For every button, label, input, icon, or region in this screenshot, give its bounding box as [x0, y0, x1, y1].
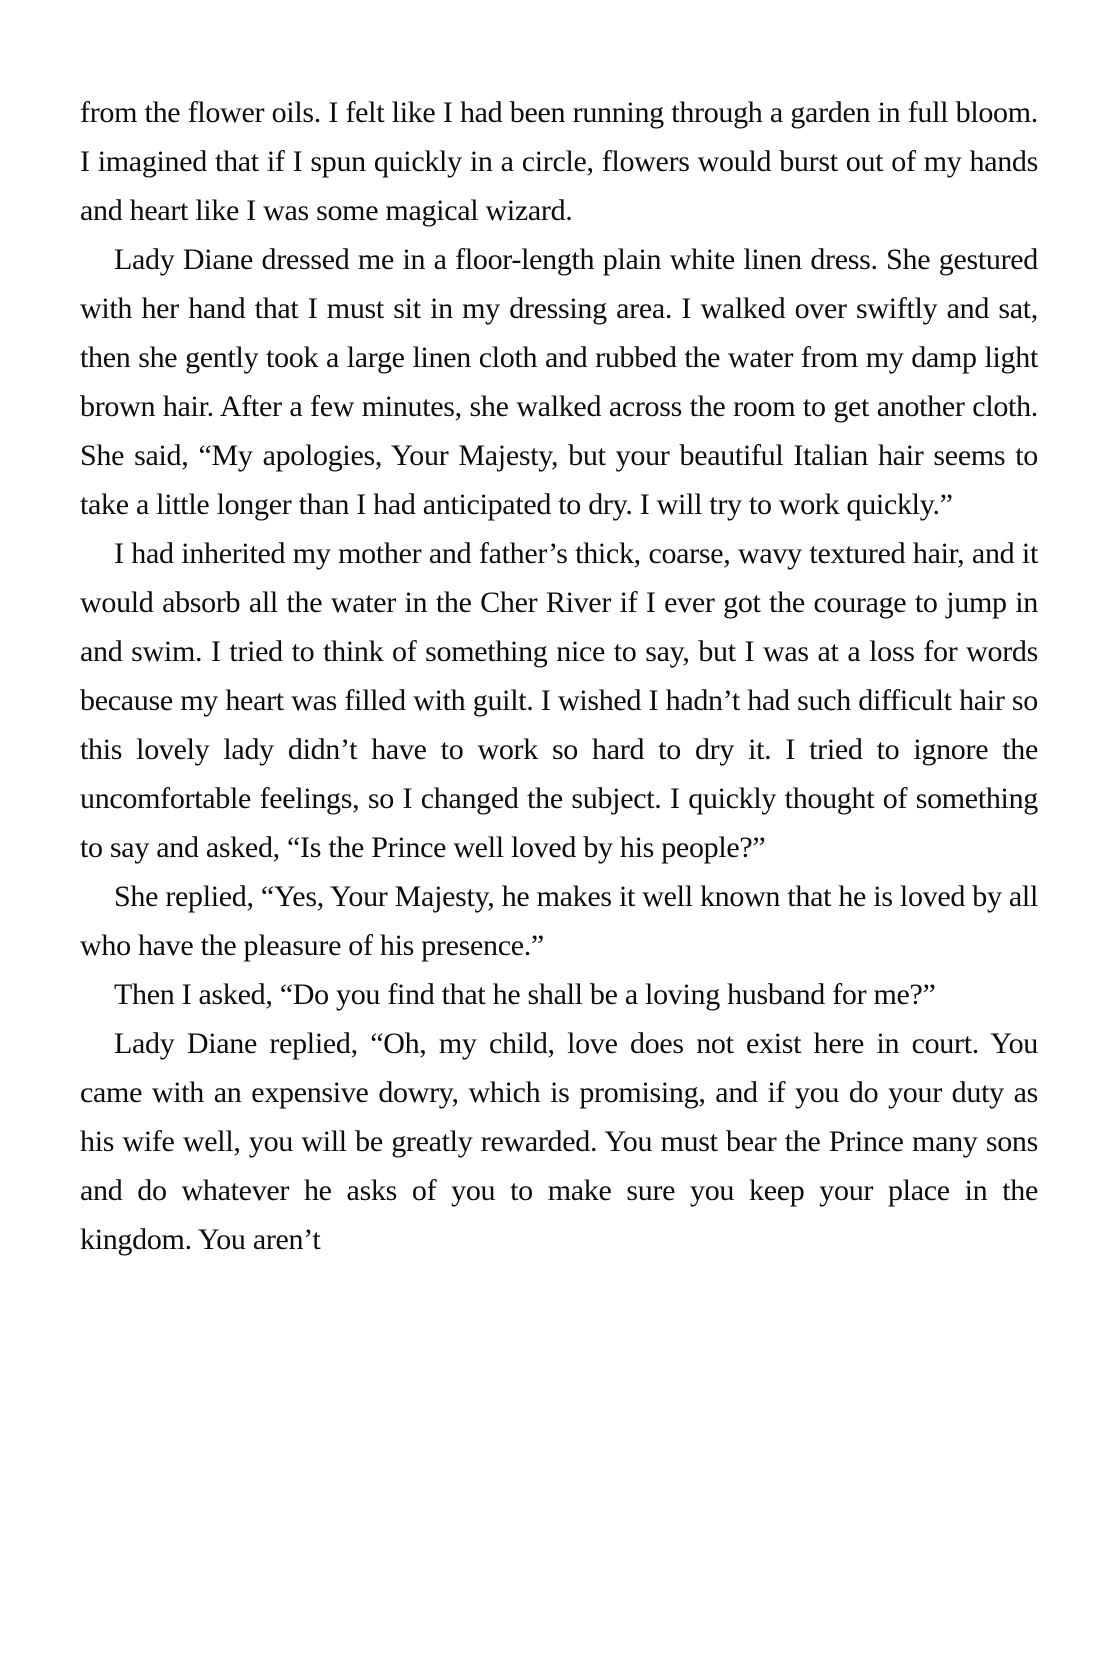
paragraph: Then I asked, “Do you find that he shall be a loving husband for me?” — [114, 978, 936, 1011]
paragraph: from the flower oils. I felt like I had been running through a garden in full bloom. I imagined that if I spun quickly in a circle, flowers would burst out of my hands and heart like I was some magical wizard. — [80, 96, 1038, 227]
paragraph: I had inherited my mother and father’s thick, coarse, wavy textured hair, and it would absorb all the water in the Cher River if I ever got the courage to jump in and swim. I tried to think of something nice to say, but I was at a loss for words because my heart was filled with guilt. I wished I hadn’t had such difficult hair so this lovely lady didn’t have to work so hard to dry it. I tried to ignore the uncomfortable feelings, so I changed the subject. I quickly thought of something to say and asked, “Is the Prince well loved by his people?” — [80, 537, 1038, 864]
paragraph: She replied, “Yes, Your Majesty, he makes it well known that he is loved by all who have the pleasure of his presence.” — [80, 880, 1038, 962]
page-text — [80, 88, 1038, 1264]
paragraph: Lady Diane dressed me in a floor-length plain white linen dress. She gestured with her hand that I must sit in my dressing area. I walked over swiftly and sat, then she gently took a large linen cloth and rubbed the water from my damp light brown hair. After a few minutes, she walked across the room to get another cloth. She said, “My apologies, Your Majesty, but your beautiful Italian hair seems to take a little longer than I had anticipated to dry. I will try to work quickly.” — [80, 243, 1038, 521]
paragraph: Lady Diane replied, “Oh, my child, love does not exist here in court. You came with an expensive dowry, which is promising, and if you do your duty as his wife well, you will be greatly rewarded. You must bear the Prince many sons and do whatever he asks of you to make sure you keep your place in the kingdom. You aren’t — [80, 1027, 1038, 1256]
